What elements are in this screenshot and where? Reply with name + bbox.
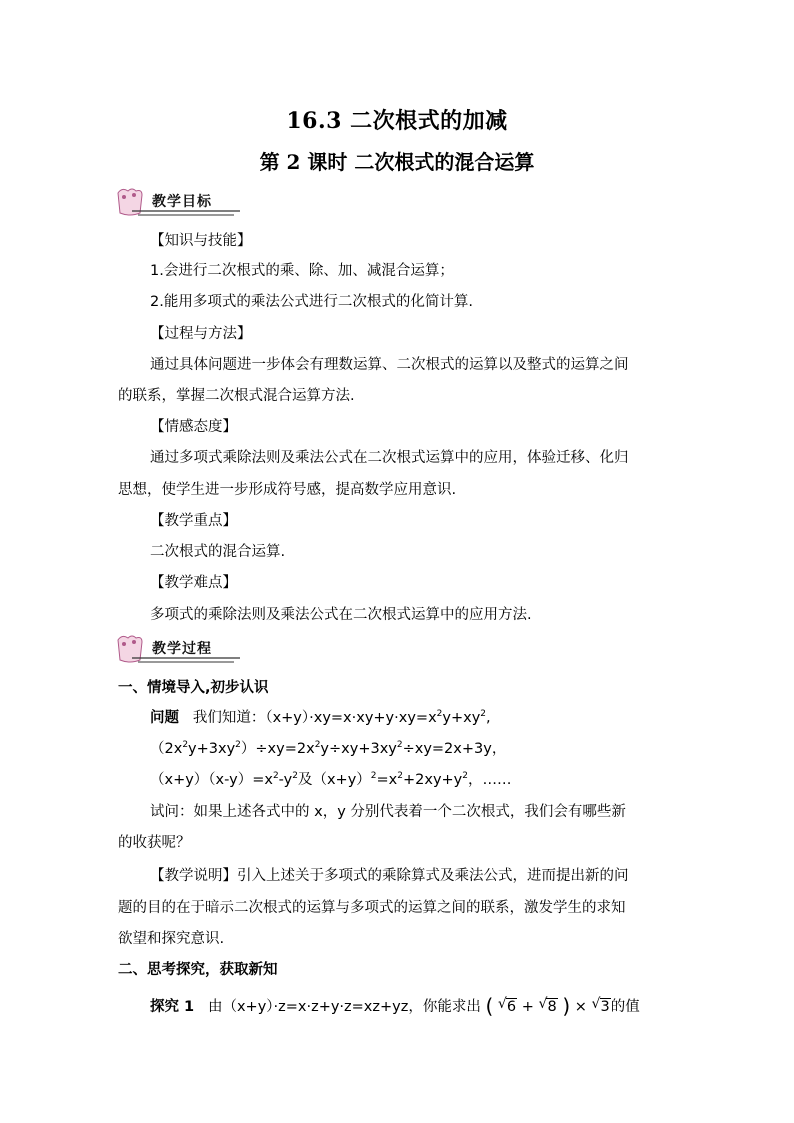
sqrt-6: √ 6 xyxy=(497,996,517,1015)
knowledge-heading: 【知识与技能】 xyxy=(150,233,252,249)
process-text-1: 通过具体问题进一步体会有理数运算、二次根式的运算以及整式的运算之间 xyxy=(150,357,629,373)
teaching-note-2: 题的目的在于暗示二次根式的运算与多项式的运算之间的联系，激发学生的求知 xyxy=(118,900,626,916)
knowledge-item-2: 2.能用多项式的乘法公式进行二次根式的化简计算. xyxy=(150,294,473,310)
knowledge-item-1: 1.会进行二次根式的乘、除、加、减混合运算； xyxy=(150,263,454,279)
section-1-title: 一、情境导入,初步认识 xyxy=(118,680,269,696)
sqrt-3: √ 3 xyxy=(591,996,610,1015)
question-line-3: $(x+y)(x-y)=x^2-y^2$及$(x+y)^2=x^2+2xy+y^2$，…… xyxy=(150,771,512,788)
try-text-2: 的收获呢？ xyxy=(118,835,191,851)
difficulty-text: 多项式的乘除法则及乘法公式在二次根式运算中的应用方法. xyxy=(150,607,532,623)
lesson-subtitle: 第 2 课时 二次根式的混合运算 xyxy=(259,150,535,174)
section-2-title: 二、思考探究，获取新知 xyxy=(118,962,278,978)
question-line-1: 问题 我们知道：$(x+y)\cdot xy=x\cdot xy+y\cdot xy=x^2y+xy^2$, xyxy=(150,709,491,726)
teaching-note-1: 【教学说明】引入上述关于多项式的乘除算式及乘法公式，进而提出新的问 xyxy=(150,868,629,884)
teaching-note-3: 欲望和探究意识. xyxy=(118,931,225,947)
try-text-1: 试问：如果上述各式中的 x，y 分别代表着一个二次根式，我们会有哪些新 xyxy=(150,804,626,820)
process-text-2: 的联系，掌握二次根式混合运算方法. xyxy=(118,388,355,404)
attitude-heading: 【情感态度】 xyxy=(150,419,237,435)
key-text: 二次根式的混合运算. xyxy=(150,544,286,560)
process-banner xyxy=(112,632,242,666)
sqrt-8: √ 8 xyxy=(538,996,557,1015)
attitude-text-1: 通过多项式乘除法则及乘法公式在二次根式运算中的应用，体验迁移、化归 xyxy=(150,450,629,466)
lesson-title: 16.3 二次根式的加减 xyxy=(286,108,508,134)
process-heading: 【过程与方法】 xyxy=(150,326,252,342)
explore-label: 探究 1 xyxy=(150,999,195,1015)
process-banner-label: 教学过程 xyxy=(152,641,212,657)
objectives-banner xyxy=(112,185,242,219)
question-label: 问题 xyxy=(150,710,179,726)
attitude-text-2: 思想，使学生进一步形成符号感，提高数学应用意识. xyxy=(118,482,457,498)
key-heading: 【教学重点】 xyxy=(150,513,237,529)
explore-line: 探究 1 由（x+y）·z=x·z+y·z=xz+yz，你能求出 ( √ 6 + √ 8 ) × √ 3的值 xyxy=(150,994,640,1018)
question-line-2: $(2x^2y+3xy^2)\div xy=2x^2y\div xy+3xy^2\div xy=2x+3y$， xyxy=(150,740,507,757)
difficulty-heading: 【教学难点】 xyxy=(150,575,237,591)
objectives-banner-label: 教学目标 xyxy=(152,194,212,210)
